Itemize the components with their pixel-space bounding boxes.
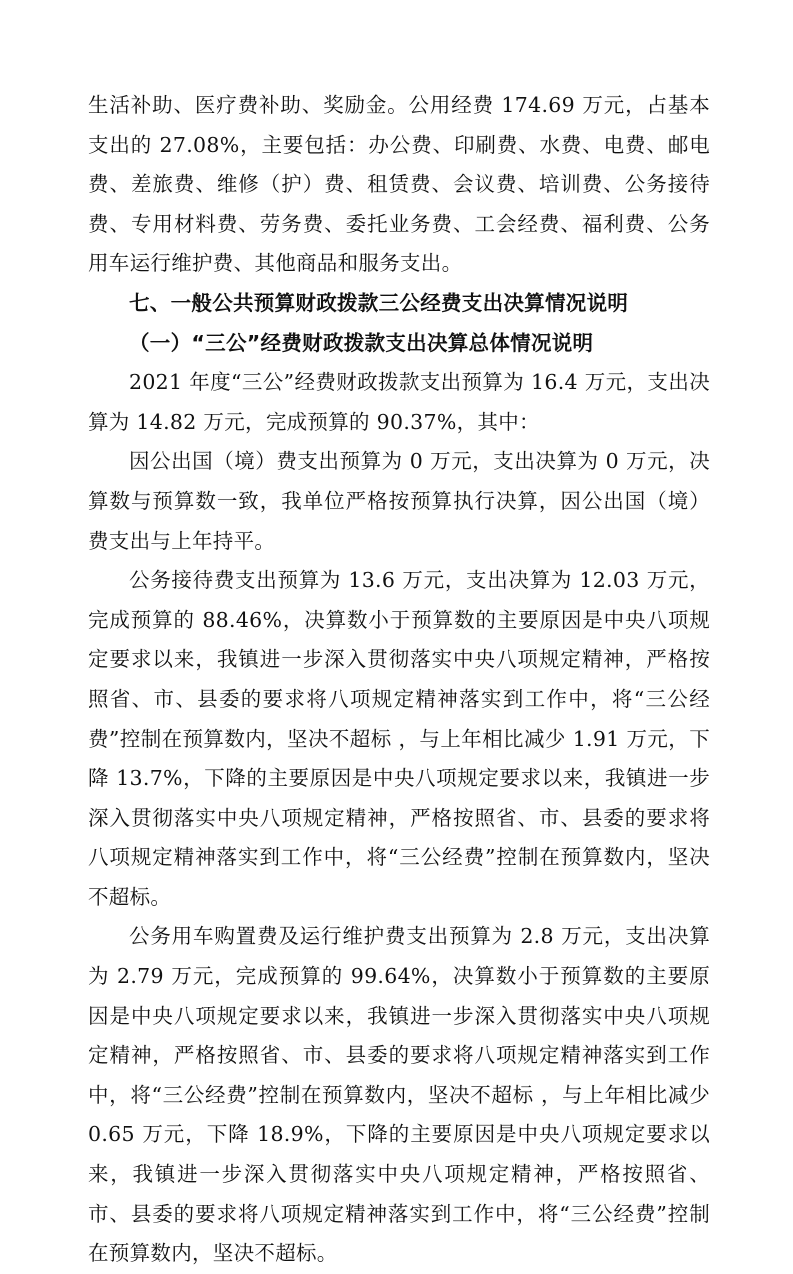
paragraph-public-expenses: 生活补助、医疗费补助、奖励金。公用经费 174.69 万元，占基本支出的 27.08%，主要包括：办公费、印刷费、水费、电费、邮电费、差旅费、维修（护）费、租赁费、会议费、培训费、公务接待费、专用材料费、劳务费、委托业务费、工会经费、福利费、公务用车运行维护费、其他商品和服务支出。 — [88, 93, 710, 276]
document-body — [88, 86, 710, 1274]
paragraph-three-public-total: 2021 年度“三公”经费财政拨款支出预算为 16.4 万元，支出决算为 14.82 万元，完成预算的 90.37%，其中： — [88, 370, 710, 434]
paragraph-overseas-travel: 因公出国（境）费支出预算为 0 万元，支出决算为 0 万元，决算数与预算数一致，我单位严格按预算执行决算，因公出国（境）费支出与上年持平。 — [88, 449, 710, 553]
paragraph-official-vehicles: 公务用车购置费及运行维护费支出预算为 2.8 万元，支出决算为 2.79 万元，完成预算的 99.64%，决算数小于预算数的主要原因是中央八项规定要求以来，我镇进一步深入贯彻落实中央八项规定精神，严格按照省、市、县委的要求将八项规定精神落实到工作中，将“三公经费”控制在预算数内，坚决不超标 ，与上年相比减少 0.65 万元，下降 18.9%，下降的主要原因是中央八项规定要求以来，我镇进一步深入贯彻落实中央八项规定精神，严格按照省、市、县委的要求将八项规定精神落实到工作中，将“三公经费”控制在预算数内，坚决不超标。 — [88, 924, 710, 1266]
section-heading-seven: 七、一般公共预算财政拨款三公经费支出决算情况说明 — [129, 290, 629, 315]
subsection-heading-one: （一）“三公”经费财政拨款支出决算总体情况说明 — [129, 330, 594, 355]
paragraph-official-reception: 公务接待费支出预算为 13.6 万元，支出决算为 12.03 万元，完成预算的 88.46%，决算数小于预算数的主要原因是中央八项规定要求以来，我镇进一步深入贯彻落实中央八项规定精神，严格按照省、市、县委的要求将八项规定精神落实到工作中，将“三公经费”控制在预算数内，坚决不超标 ，与上年相比减少 1.91 万元，下降 13.7%，下降的主要原因是中央八项规定要求以来，我镇进一步深入贯彻落实中央八项规定精神，严格按照省、市、县委的要求将八项规定精神落实到工作中，将“三公经费”控制在预算数内，坚决不超标。 — [88, 568, 710, 909]
